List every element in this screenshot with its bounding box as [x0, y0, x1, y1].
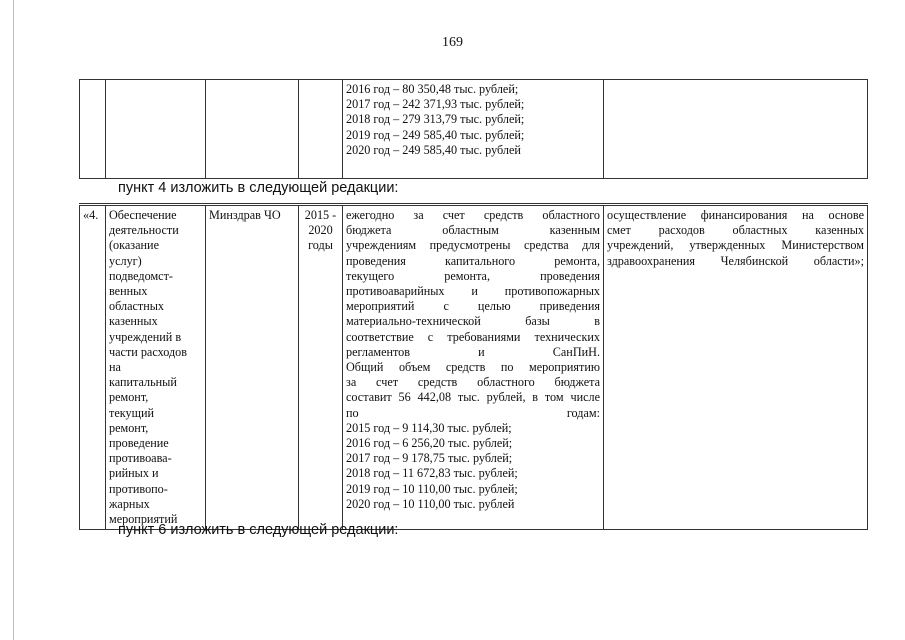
table-continuation [79, 79, 868, 179]
table-row [80, 205, 868, 530]
cell-note [604, 205, 868, 530]
total-line: по годам: [346, 405, 600, 420]
measure-line: соответствие с требованиями технических [346, 329, 600, 344]
name-line: жарных [109, 496, 150, 511]
page-number: 169 [442, 35, 463, 50]
name-line: капитальный [109, 375, 177, 390]
table-item-4 [79, 203, 868, 530]
name-line: подведомст- [109, 268, 173, 283]
name-line: противопо- [109, 481, 168, 496]
year-line: 2017 год – 9 178,75 тыс. рублей; [346, 451, 513, 466]
table-row [80, 80, 868, 179]
year-line: 2018 год – 11 672,83 тыс. рублей; [346, 466, 518, 481]
funding-line: 2019 год – 249 585,40 тыс. рублей; [346, 127, 525, 142]
name-line: Обеспечение [109, 208, 177, 222]
name-line: текущий [109, 405, 155, 420]
cell-executor [206, 80, 299, 179]
period-line: 2020 [308, 223, 333, 238]
total-line: Общий объем средств по мероприятию [346, 360, 600, 375]
total-line: составит 56 442,08 тыс. рублей, в том числе [346, 390, 600, 405]
measure-line: ежегодно за счет средств областного [346, 208, 600, 222]
name-line: мероприятий [109, 512, 178, 527]
name-line: областных [109, 299, 165, 314]
name-line: на [109, 360, 121, 375]
note-line: смет расходов областных казенных [607, 223, 864, 238]
year-line: 2015 год – 9 114,30 тыс. рублей; [346, 420, 512, 435]
cell-note [604, 80, 868, 179]
measure-line: бюджета областным казенным [346, 223, 600, 238]
funding-line: 2018 год – 279 313,79 тыс. рублей; [346, 112, 525, 127]
measure-line: материально-технической базы в [346, 314, 600, 329]
cell-period [299, 80, 343, 179]
measure-line: регламентов и СанПиН. [346, 344, 600, 359]
measure-line: мероприятий с целью приведения [346, 299, 600, 314]
cell-period [299, 205, 343, 530]
name-line: ремонт, [109, 390, 149, 405]
measure-line: текущего ремонта, проведения [346, 268, 600, 283]
cell-number: «4. [80, 205, 106, 530]
measure-line: учреждениям предусмотрены средства для [346, 238, 600, 253]
year-line: 2019 год – 10 110,00 тыс. рублей; [346, 481, 518, 496]
instruction-item-6: пункт 6 изложить в следующей редакции: [118, 522, 399, 538]
note-line: здравоохранения Челябинской области»; [607, 253, 864, 268]
total-line: за счет средств областного бюджета [346, 375, 600, 390]
name-line: венных [109, 284, 148, 299]
name-line: деятельности [109, 223, 179, 238]
note-line: учреждений, утвержденных Министерством [607, 238, 864, 253]
cell-name [106, 205, 206, 530]
note-line: осуществление финансирования на основе [607, 208, 864, 222]
name-line: ремонт, [109, 420, 149, 435]
name-line: казенных [109, 314, 158, 329]
year-line: 2016 год – 6 256,20 тыс. рублей; [346, 436, 513, 451]
cell-measure [343, 205, 604, 530]
period-line: 2015 - [304, 208, 337, 222]
cell-number [80, 80, 106, 179]
cell-name [106, 80, 206, 179]
funding-line: 2020 год – 249 585,40 тыс. рублей [346, 142, 521, 157]
name-line: части расходов [109, 344, 188, 359]
period-line: годы [308, 238, 333, 253]
scan-edge-line [13, 0, 14, 640]
name-line: проведение [109, 436, 169, 451]
name-line: противоава- [109, 451, 172, 466]
instruction-item-4: пункт 4 изложить в следующей редакции: [118, 180, 399, 196]
name-line: (оказание [109, 238, 159, 253]
measure-line: проведения капитального ремонта, [346, 253, 600, 268]
name-line: услуг) [109, 253, 142, 268]
name-line: учреждений в [109, 329, 182, 344]
funding-line: 2016 год – 80 350,48 тыс. рублей; [346, 82, 519, 96]
funding-line: 2017 год – 242 371,93 тыс. рублей; [346, 97, 525, 112]
measure-line: противоаварийных и противопожарных [346, 284, 600, 299]
cell-executor: Минздрав ЧО [206, 205, 299, 530]
year-line: 2020 год – 10 110,00 тыс. рублей [346, 496, 515, 511]
name-line: рийных и [109, 466, 159, 481]
cell-funding [343, 80, 604, 179]
